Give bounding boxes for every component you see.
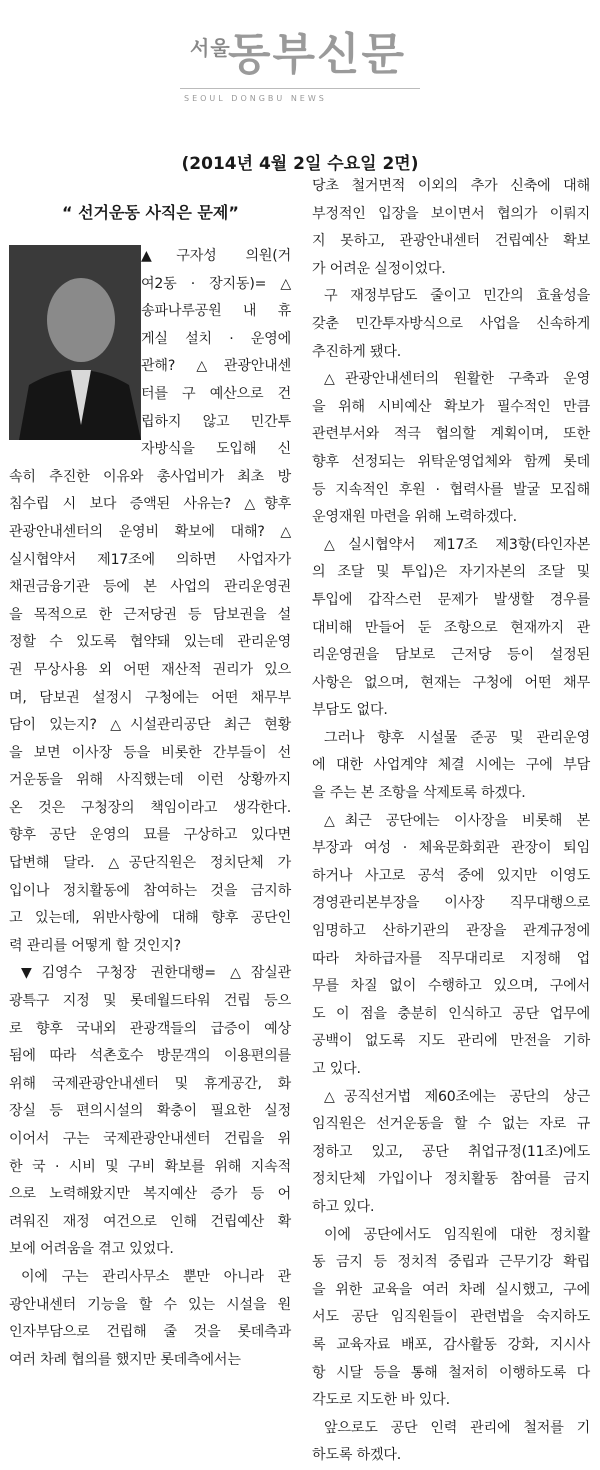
- text-line: 채권금융기관 등에 본 사업의 관리운영권: [9, 579, 291, 596]
- text-line: 려워진 재정 여건으로 인해 건립예산 확: [9, 1213, 291, 1230]
- text-line: 하거나 사고로 공석 중에 있지만 이영도: [312, 867, 590, 884]
- masthead: [0, 0, 600, 118]
- text-line: 보에 어려움을 겪고 있었다.: [9, 1241, 174, 1258]
- text-line: 속히 추진한 이유와 총사업비가 최초 방: [9, 468, 291, 485]
- text-line: 한 국 · 시비 및 구비 확보를 위해 지속적: [9, 1158, 291, 1175]
- text-line: 지 못하고, 관광안내센터 건립예산 확보: [312, 233, 590, 250]
- text-line: 향후 선정되는 위탁운영업체와 함께 롯데: [312, 453, 590, 470]
- text-line: 부장과 여성 · 체육문화회관 관장이 퇴임: [312, 840, 590, 857]
- text-line: 당초 철거면적 이외의 추가 신축에 대해: [312, 178, 590, 194]
- masthead-rule: [180, 88, 420, 89]
- masthead-english: SEOUL DONGBU NEWS: [184, 94, 327, 103]
- text-line: 을 보면 이사장 등을 비롯한 간부들이 선: [9, 744, 291, 761]
- text-line: 권 무상사용 외 어떤 재산적 권리가 있으: [9, 661, 291, 678]
- text-line: 광안내센터 기능을 할 수 있는 시설을 원: [9, 1296, 291, 1313]
- text-line: 인자부담으로 건립해 줄 것을 롯데측과: [9, 1324, 291, 1341]
- text-line: 운영재원 마련을 위해 노력하겠다.: [312, 509, 517, 526]
- text-line: 리운영권을 담보로 근저당 등이 설정된: [312, 647, 590, 664]
- text-line: 자방식을 도입해 신: [141, 441, 291, 458]
- masthead-title: 동부신문: [228, 29, 407, 80]
- text-line: 무를 차질 없이 수행하고 있으며, 구에서: [312, 978, 590, 995]
- text-line: 항 시달 등을 통해 철저히 이행하도록 다: [312, 1364, 590, 1381]
- text-line: 정하고 있고, 공단 취업규정(11조)에도: [312, 1143, 590, 1160]
- text-line: 됨에 따라 석촌호수 방문객의 이용편의를: [9, 1048, 291, 1065]
- text-line: 구 재정부담도 줄이고 민간의 효율성을: [324, 288, 590, 305]
- text-line: 사항은 없으며, 현재는 구청에 어떤 채무: [312, 674, 590, 691]
- text-line: 거운동을 위해 사직했는데 이런 상황까지: [9, 772, 291, 789]
- text-line: 이에 구는 관리사무소 뿐만 아니라 관: [21, 1268, 291, 1285]
- text-line: 여2동 · 장지동)= △: [141, 275, 291, 292]
- text-line: 침수립 시 보다 증액된 사유는? △향후: [9, 496, 291, 513]
- text-line: 도 이 점을 충분히 인식하고 공단 업무에: [312, 1005, 590, 1022]
- text-line: 추진하게 됐다.: [312, 343, 402, 360]
- text-line: 관광안내센터의 운영비 확보에 대해? △: [9, 523, 291, 540]
- text-line: 게실 설치 · 운영에: [141, 330, 291, 347]
- text-line: 향후 공단 운영의 묘를 구상하고 있다면: [9, 827, 291, 844]
- text-line: 경영관리본부장을 이사장 직무대행으로: [312, 895, 590, 912]
- text-line: △최근 공단에는 이사장을 비롯해 본: [324, 812, 590, 829]
- text-line: 고 있다.: [312, 1061, 361, 1077]
- text-line: 정치단체 가입이나 정치활동 참여를 금지: [312, 1171, 590, 1188]
- left-column: [9, 243, 291, 1374]
- text-line: 며, 담보권 설정시 구청에는 어떤 채무부: [9, 689, 291, 706]
- text-line: 이어서 구는 국제관광안내센터 건립을 위: [9, 1131, 291, 1147]
- text-line: 따라 차하급자를 직무대리로 지정해 업: [312, 950, 590, 967]
- text-line: 장실 등 편의시설의 확충이 필요한 실정: [9, 1103, 291, 1120]
- masthead-small: 서울: [190, 36, 231, 60]
- text-line: 으로 노력해왔지만 복지예산 증가 등 어: [9, 1186, 291, 1203]
- text-line: 갖춘 민간투자방식으로 사업을 신속하게: [312, 315, 590, 332]
- text-line: ▼김영수 구청장 권한대행= △잠실관: [21, 965, 291, 982]
- text-line: 을 위한 교육을 여러 차례 실시했고, 구에: [312, 1281, 590, 1298]
- right-column: [312, 173, 590, 1470]
- text-line: 광특구 지정 및 롯데월드타워 건립 등으: [9, 993, 291, 1010]
- text-line: 임직원은 선거운동을 할 수 없는 자로 규: [312, 1116, 590, 1133]
- text-line: 로 향후 국내외 관광객들의 급증이 예상: [9, 1020, 291, 1037]
- text-line: 위해 국제관광안내센터 및 휴게공간, 화: [9, 1075, 291, 1092]
- text-line: 하고 있다.: [312, 1198, 375, 1215]
- text-line: 정할 수 있도록 협약돼 있는데 관리운영: [9, 634, 291, 651]
- text-line: 고 있는데, 위반사항에 대해 향후 공단인: [9, 910, 291, 927]
- text-line: 의 조달 및 투입)은 자기자본의 조달 및: [312, 564, 590, 581]
- text-line: 대비해 만들어 둔 조항으로 현재까지 관: [312, 619, 590, 636]
- text-line: ▲구자성 의원(거: [141, 248, 291, 264]
- text-line: 공백이 없도록 지도 관리에 만전을 기하: [312, 1033, 590, 1050]
- text-line: 임명하고 산하기관의 관장을 관계규정에: [312, 923, 590, 940]
- article-headline: “ 선거운동 사직은 문제”: [62, 203, 239, 222]
- text-line: △공직선거법 제60조에는 공단의 상근: [324, 1088, 590, 1105]
- text-line: 이에 공단에서도 임직원에 대한 정치활: [324, 1226, 590, 1243]
- text-line: △관광안내센터의 원활한 구축과 운영: [324, 371, 590, 388]
- text-line: 서도 공단 임직원들이 관련법을 숙지하도: [312, 1309, 590, 1326]
- text-line: 록 교육자료 배포, 감사활동 강화, 지시사: [312, 1336, 590, 1353]
- text-line: 부정적인 입장을 보이면서 협의가 이뤄지: [312, 205, 590, 222]
- text-line: 답변해 달라. △공단직원은 정치단체 가: [9, 855, 291, 872]
- text-line: 담이 있는지? △시설관리공단 최근 현황: [9, 717, 291, 734]
- text-line: 각도로 지도한 바 있다.: [312, 1392, 450, 1409]
- text-line: 을 주는 본 조항을 삭제토록 하겠다.: [312, 785, 526, 802]
- text-line: 을 목적으로 한 근저당권 등 담보권을 설: [9, 606, 291, 623]
- text-line: 여러 차례 협의를 했지만 롯데측에서는: [9, 1351, 241, 1368]
- text-line: 온 것은 구청장의 책임이라고 생각한다.: [9, 799, 291, 816]
- text-line: 력 관리를 어떻게 할 것인지?: [9, 937, 181, 954]
- text-line: 동 금지 등 정치적 중립과 근무기강 확립: [312, 1254, 590, 1271]
- text-line: 부담도 없다.: [312, 702, 388, 719]
- text-line: 터를 구 예산으로 건: [141, 385, 291, 402]
- text-line: 관해? △관광안내센: [141, 358, 291, 375]
- text-line: 립하지 않고 민간투: [141, 413, 291, 430]
- text-line: 가 어려운 실정이었다.: [312, 260, 446, 277]
- text-line: 그러나 향후 시설물 준공 및 관리운영: [324, 729, 590, 746]
- text-line: 하도록 하겠다.: [312, 1447, 402, 1464]
- text-line: 을 위해 시비예산 확보가 필수적인 만큼: [312, 398, 590, 415]
- text-line: 입이나 정치활동에 참여하는 것을 금지하: [9, 882, 291, 899]
- text-line: △실시협약서 제17조 제3항(타인자본: [324, 536, 590, 553]
- text-line: 송파나루공원 내 휴: [141, 303, 291, 320]
- text-line: 등 지속적인 후원 · 협력사를 발굴 모집해: [312, 481, 590, 498]
- dateline: (2014년 4월 2일 수요일 2면): [181, 154, 419, 174]
- text-line: 투입에 갑작스런 문제가 발생할 경우를: [312, 591, 590, 608]
- text-line: 에 대한 사업계약 체결 시에는 구에 부담: [312, 757, 590, 774]
- text-line: 관련부서와 적극 협의할 계획이며, 또한: [312, 426, 590, 443]
- text-line: 실시협약서 제17조에 의하면 사업자가: [9, 551, 291, 568]
- text-line: 앞으로도 공단 인력 관리에 철저를 기: [324, 1419, 590, 1436]
